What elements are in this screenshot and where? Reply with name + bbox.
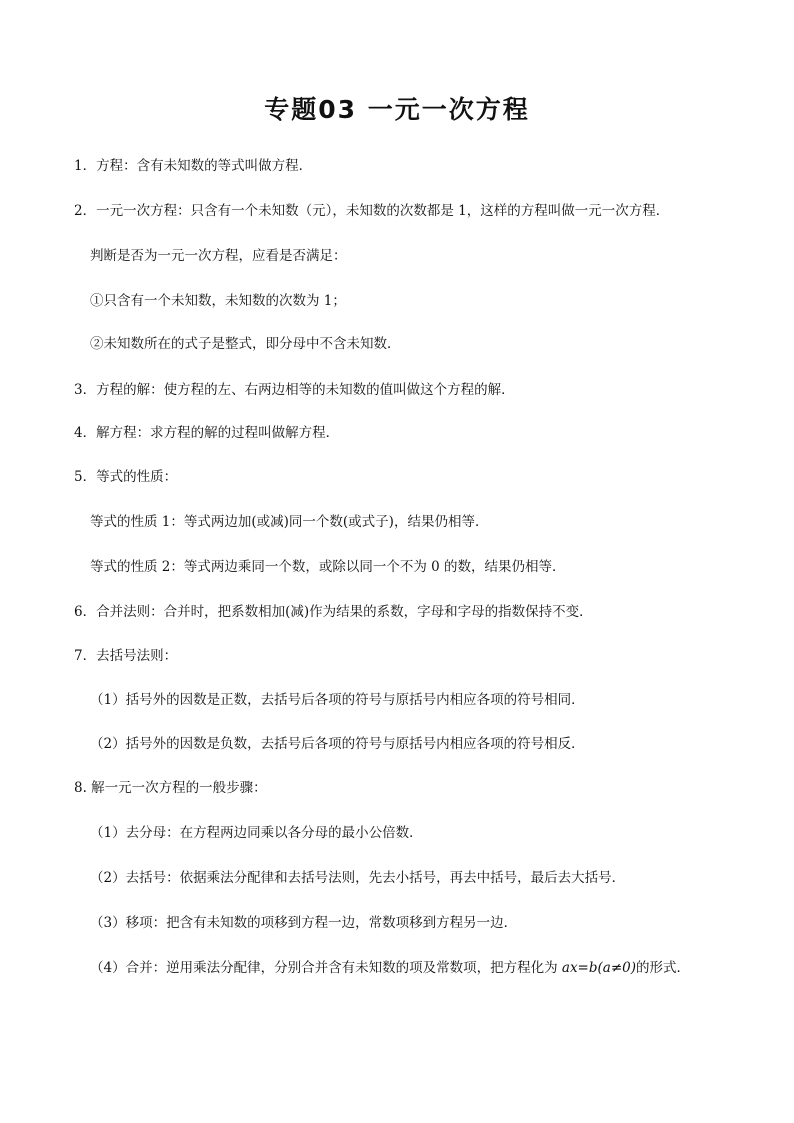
standard-form-formula: ax=b(a≠0) [561,960,636,976]
item-2-linear-equation: 2．一元一次方程：只含有一个未知数（元），未知数的次数都是 1，这样的方程叫做一元一次方程． [74,203,670,219]
item-8-step-2: （2）去括号：依据乘法分配律和去括号法则，先去小括号，再去中括号，最后去大括号． [90,870,626,886]
item-7-rule-2: （2）括号外的因数是负数，去括号后各项的符号与原括号内相应各项的符号相反． [90,736,585,752]
page-title: 专题03 一元一次方程 [264,95,530,124]
item-2-criteria-1: ①只含有一个未知数，未知数的次数为 1； [90,293,346,309]
item-7-rule-1: （1）括号外的因数是正数，去括号后各项的符号与原括号内相应各项的符号相同． [90,692,585,708]
item-5-properties: 5．等式的性质： [74,469,178,485]
item-8-step-3: （3）移项：把含有未知数的项移到方程一边，常数项移到方程另一边． [90,915,518,931]
item-4-solving: 4．解方程：求方程的解的过程叫做解方程． [74,425,340,441]
item-2-criteria-intro: 判断是否为一元一次方程，应看是否满足： [90,248,347,264]
item-1-equation: 1．方程：含有未知数的等式叫做方程． [74,158,313,174]
item-8-step-4-suffix: 的形式． [636,960,690,976]
item-7-bracket-rule: 7．去括号法则： [74,648,178,664]
item-5-property-1: 等式的性质 1：等式两边加(或减)同一个数(或式子)，结果仍相等． [90,514,489,530]
item-8-steps: 8. 解一元一次方程的一般步骤： [74,780,267,796]
item-8-step-4-text: （4）合并：逆用乘法分配律，分别合并含有未知数的项及常数项，把方程化为 [90,960,562,976]
item-8-step-4 [90,958,690,978]
item-6-combine-rule: 6．合并法则：合并时，把系数相加(减)作为结果的系数，字母和字母的指数保持不变． [74,604,593,620]
item-8-step-1: （1）去分母：在方程两边同乘以各分母的最小公倍数． [90,825,423,841]
item-3-solution: 3．方程的解：使方程的左、右两边相等的未知数的值叫做这个方程的解． [74,382,515,398]
item-5-property-2: 等式的性质 2：等式两边乘同一个数，或除以同一个不为 0 的数，结果仍相等． [90,559,566,575]
item-2-criteria-2: ②未知数所在的式子是整式，即分母中不含未知数． [90,336,401,352]
